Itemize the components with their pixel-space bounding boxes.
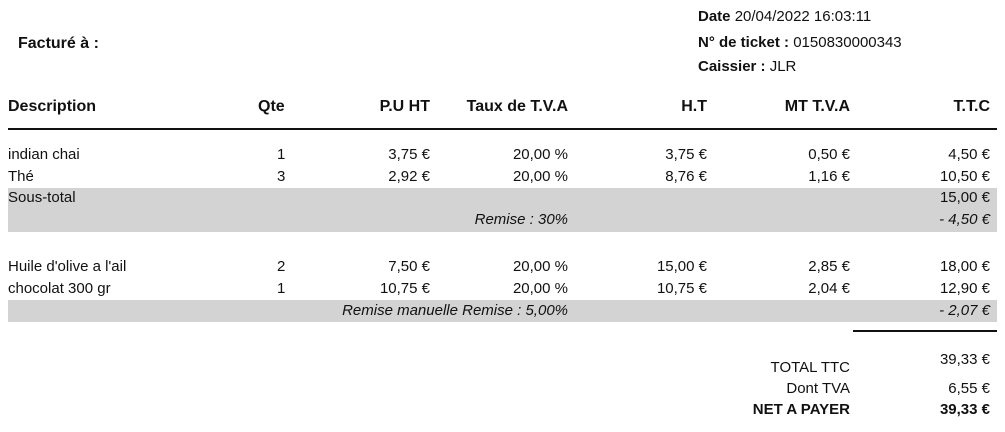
item-unit-price: 7,50 € [388, 258, 430, 275]
item-ht: 8,76 € [665, 168, 707, 185]
date-label: Date [698, 8, 731, 25]
total-ttc-value: 39,33 € [939, 351, 990, 368]
item-vat-rate: 20,00 % [512, 280, 568, 297]
ticket-label: N° de ticket : [698, 34, 790, 51]
subtotal-row [0, 189, 1005, 207]
item-vat-amount: 2,04 € [808, 280, 850, 297]
item-description: Thé [8, 168, 34, 185]
item-unit-price: 10,75 € [379, 280, 430, 297]
item-unit-price: 2,92 € [388, 168, 430, 185]
col-header-ht: H.T [681, 98, 707, 115]
item-vat-amount: 1,16 € [808, 168, 850, 185]
item-ttc: 10,50 € [939, 168, 990, 185]
net-to-pay-value: 39,33 € [939, 401, 990, 418]
table-row [0, 280, 1005, 298]
date-line [698, 8, 871, 26]
item-qty: 2 [277, 258, 286, 275]
item-description: indian chai [8, 146, 80, 163]
discount-value: - 4,50 € [939, 211, 990, 228]
ticket-value: 0150830000343 [793, 34, 902, 51]
item-qty: 1 [277, 146, 286, 163]
manual-discount-label: Remise manuelle Remise : 5,00% [342, 302, 568, 319]
net-to-pay-label: NET A PAYER [752, 401, 850, 418]
item-ht: 10,75 € [656, 280, 707, 297]
manual-discount-row [0, 302, 1005, 320]
item-ht: 3,75 € [665, 146, 707, 163]
item-vat-rate: 20,00 % [512, 168, 568, 185]
item-qty: 3 [277, 168, 286, 185]
item-description: Huile d'olive a l'ail [8, 258, 127, 275]
item-vat-amount: 0,50 € [808, 146, 850, 163]
table-row [0, 258, 1005, 276]
item-ttc: 18,00 € [939, 258, 990, 275]
item-vat-rate: 20,00 % [512, 258, 568, 275]
table-header-row [0, 98, 1005, 116]
total-ttc-row [0, 359, 1005, 377]
item-description: chocolat 300 gr [8, 280, 111, 297]
item-ht: 15,00 € [656, 258, 707, 275]
col-header-unit-price: P.U HT [379, 98, 430, 115]
item-vat-rate: 20,00 % [512, 146, 568, 163]
discount-label: Remise : 30% [474, 211, 568, 228]
subtotal-value: 15,00 € [939, 189, 990, 206]
item-vat-amount: 2,85 € [808, 258, 850, 275]
item-ttc: 4,50 € [948, 146, 990, 163]
table-row [0, 146, 1005, 164]
header-divider [8, 128, 997, 130]
cashier-value: JLR [769, 58, 797, 75]
ticket-line [698, 34, 902, 52]
item-unit-price: 3,75 € [388, 146, 430, 163]
vat-total-label: Dont TVA [786, 380, 850, 397]
discount-row [0, 211, 1005, 229]
cashier-line [698, 58, 796, 76]
net-to-pay-row [0, 401, 1005, 419]
totals-divider [853, 330, 997, 332]
total-ttc-label: TOTAL TTC [770, 359, 850, 376]
table-row [0, 168, 1005, 186]
vat-total-row [0, 380, 1005, 398]
billed-to-label: Facturé à : [18, 35, 99, 52]
vat-total-value: 6,55 € [948, 380, 990, 397]
cashier-label: Caissier : [698, 58, 766, 75]
item-qty: 1 [277, 280, 286, 297]
col-header-vat-amount: MT T.V.A [784, 98, 850, 115]
col-header-description: Description [8, 98, 97, 115]
item-ttc: 12,90 € [939, 280, 990, 297]
manual-discount-value: - 2,07 € [939, 302, 990, 319]
col-header-qty: Qte [258, 98, 285, 115]
date-value: 20/04/2022 16:03:11 [734, 8, 872, 25]
col-header-ttc: T.T.C [953, 98, 990, 115]
col-header-vat-rate: Taux de T.V.A [466, 98, 568, 115]
subtotal-label: Sous-total [8, 189, 76, 206]
